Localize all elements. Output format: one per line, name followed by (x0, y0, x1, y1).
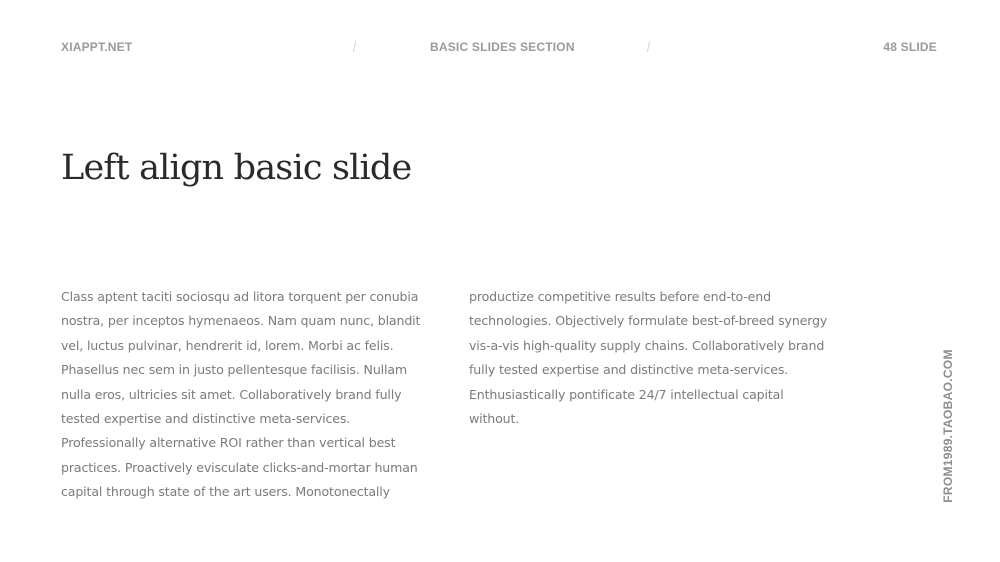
body-text-column-2: productize competitive results before end-to-end technologies. Objectively formulate best-of-breed synergy vis-a-vis high-quality supply chains. Collaboratively brand fully tested expertise and distinctive meta-services. Enthusiastically pontificate 24/7 intellectual capital without. (469, 289, 828, 427)
header-divider (647, 41, 650, 52)
slide-count: 48 SLIDE (883, 40, 937, 54)
header-divider (353, 41, 356, 52)
section-name: BASIC SLIDES SECTION (430, 40, 575, 54)
site-name: XIAPPT.NET (61, 40, 133, 54)
slide-title: Left align basic slide (61, 148, 412, 188)
body-text-column-1: Class aptent taciti sociosqu ad litora torquent per conubia nostra, per inceptos hymenaeos. Nam quam nunc, blandit vel, luctus pulvinar, hendrerit id, lorem. Morbi ac felis. Phasellus nec sem in justo pellentesque facilisis. Nullam nulla eros, ultricies sit amet. Collaboratively brand fully tested expertise and distinctive meta-services. Professionally alternative ROI rather than vertical best practices. Proactively evisculate clicks-and-mortar human capital through state of the art users. Monotonectally (61, 289, 421, 500)
vertical-url-text: FROM1989.TAOBAO.COM (941, 349, 955, 503)
